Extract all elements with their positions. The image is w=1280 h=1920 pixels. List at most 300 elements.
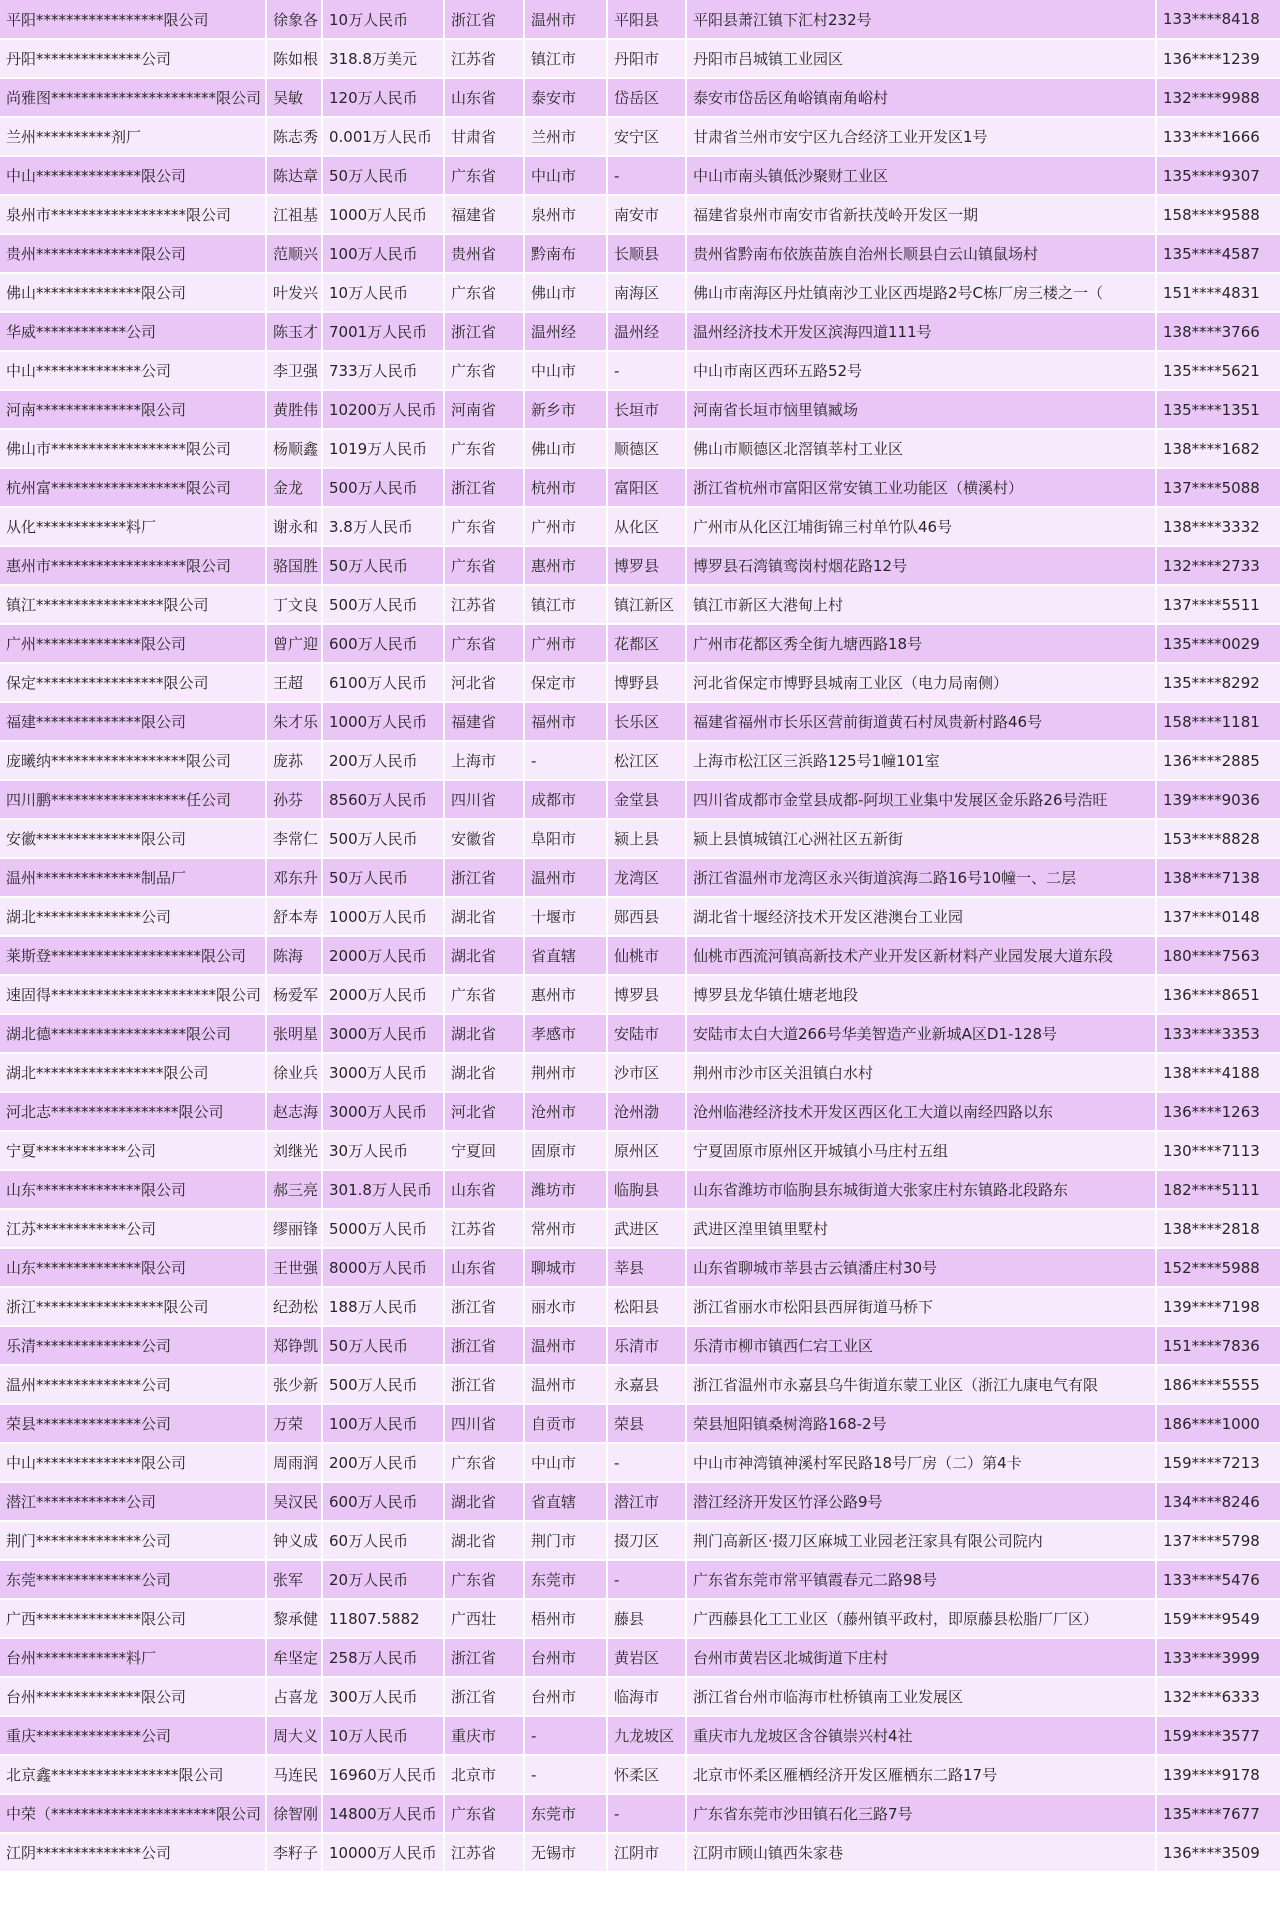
address-cell: 安陆市太白大道266号华美智造产业新城A区D1-128号 [686,1014,1156,1053]
company-name-cell: 泉州市******************限公司 [0,195,266,234]
province-cell: 广东省 [444,273,524,312]
province-cell: 浙江省 [444,858,524,897]
province-cell: 河南省 [444,390,524,429]
registered-capital-cell: 600万人民币 [322,1482,444,1521]
phone-cell: 135****4587 [1156,234,1280,273]
table-row [0,1677,1280,1716]
company-name-cell: 乐清**************公司 [0,1326,266,1365]
province-cell: 湖北省 [444,1482,524,1521]
company-name-cell: 山东**************限公司 [0,1248,266,1287]
address-cell: 中山市南区西环五路52号 [686,351,1156,390]
phone-cell: 137****5511 [1156,585,1280,624]
city-cell: 广州市 [524,507,607,546]
district-cell: 沧州渤 [607,1092,686,1131]
contact-name-cell: 刘继光 [266,1131,322,1170]
city-cell: 惠州市 [524,975,607,1014]
city-cell: 泉州市 [524,195,607,234]
table-row [0,1482,1280,1521]
company-name-cell: 湖北*****************限公司 [0,1053,266,1092]
phone-cell: 151****4831 [1156,273,1280,312]
address-cell: 宁夏固原市原州区开城镇小马庄村五组 [686,1131,1156,1170]
address-cell: 甘肃省兰州市安宁区九合经济工业开发区1号 [686,117,1156,156]
phone-cell: 132****6333 [1156,1677,1280,1716]
contact-name-cell: 江祖基 [266,195,322,234]
address-cell: 潜江经济开发区竹泽公路9号 [686,1482,1156,1521]
company-name-cell: 广州**************限公司 [0,624,266,663]
address-cell: 江阴市顾山镇西朱家巷 [686,1833,1156,1872]
city-cell: 镇江市 [524,39,607,78]
district-cell: 乐清市 [607,1326,686,1365]
district-cell: 金堂县 [607,780,686,819]
table-row [0,117,1280,156]
address-cell: 广东省东莞市常平镇霞春元二路98号 [686,1560,1156,1599]
address-cell: 温州经济技术开发区滨海四道111号 [686,312,1156,351]
phone-cell: 158****9588 [1156,195,1280,234]
phone-cell: 158****1181 [1156,702,1280,741]
company-name-cell: 惠州市******************限公司 [0,546,266,585]
district-cell: 掇刀区 [607,1521,686,1560]
city-cell: 温州市 [524,0,607,39]
contact-name-cell: 杨顺鑫 [266,429,322,468]
address-cell: 浙江省温州市龙湾区永兴街道滨海二路16号10幢一、二层 [686,858,1156,897]
district-cell: 镇江新区 [607,585,686,624]
contact-name-cell: 张军 [266,1560,322,1599]
contact-name-cell: 周大义 [266,1716,322,1755]
phone-cell: 133****8418 [1156,0,1280,39]
district-cell: 莘县 [607,1248,686,1287]
registered-capital-cell: 120万人民币 [322,78,444,117]
table-row [0,741,1280,780]
address-cell: 荣县旭阳镇桑树湾路168-2号 [686,1404,1156,1443]
city-cell: 镇江市 [524,585,607,624]
company-name-cell: 台州************料厂 [0,1638,266,1677]
city-cell: - [524,1755,607,1794]
phone-cell: 153****8828 [1156,819,1280,858]
registered-capital-cell: 8560万人民币 [322,780,444,819]
city-cell: 泰安市 [524,78,607,117]
city-cell: 阜阳市 [524,819,607,858]
city-cell: 十堰市 [524,897,607,936]
city-cell: 东莞市 [524,1794,607,1833]
district-cell: 从化区 [607,507,686,546]
contact-name-cell: 朱才乐 [266,702,322,741]
phone-cell: 135****8292 [1156,663,1280,702]
company-name-cell: 丹阳**************公司 [0,39,266,78]
table-row [0,1287,1280,1326]
district-cell: 南海区 [607,273,686,312]
district-cell: 安陆市 [607,1014,686,1053]
registered-capital-cell: 50万人民币 [322,546,444,585]
company-name-cell: 贵州**************限公司 [0,234,266,273]
address-cell: 泰安市岱岳区角峪镇南角峪村 [686,78,1156,117]
district-cell: 博野县 [607,663,686,702]
city-cell: 温州经 [524,312,607,351]
province-cell: 湖北省 [444,1053,524,1092]
phone-cell: 186****1000 [1156,1404,1280,1443]
registered-capital-cell: 5000万人民币 [322,1209,444,1248]
province-cell: 广东省 [444,1443,524,1482]
registered-capital-cell: 3.8万人民币 [322,507,444,546]
company-name-cell: 庞曦纳******************限公司 [0,741,266,780]
city-cell: 佛山市 [524,429,607,468]
table-row [0,1443,1280,1482]
city-cell: 台州市 [524,1677,607,1716]
table-row [0,624,1280,663]
company-name-cell: 江阴**************公司 [0,1833,266,1872]
city-cell: 孝感市 [524,1014,607,1053]
company-name-cell: 安徽**************限公司 [0,819,266,858]
registered-capital-cell: 500万人民币 [322,1365,444,1404]
phone-cell: 133****1666 [1156,117,1280,156]
province-cell: 广东省 [444,546,524,585]
company-name-cell: 杭州富******************限公司 [0,468,266,507]
district-cell: 九龙坡区 [607,1716,686,1755]
table-row [0,819,1280,858]
phone-cell: 138****7138 [1156,858,1280,897]
phone-cell: 132****2733 [1156,546,1280,585]
province-cell: 宁夏回 [444,1131,524,1170]
address-cell: 重庆市九龙坡区含谷镇崇兴村4社 [686,1716,1156,1755]
phone-cell: 138****3332 [1156,507,1280,546]
table-row [0,1365,1280,1404]
phone-cell: 135****1351 [1156,390,1280,429]
contact-name-cell: 张少新 [266,1365,322,1404]
registered-capital-cell: 50万人民币 [322,1326,444,1365]
address-cell: 博罗县龙华镇仕塘老地段 [686,975,1156,1014]
contact-name-cell: 牟坚定 [266,1638,322,1677]
registered-capital-cell: 2000万人民币 [322,936,444,975]
registered-capital-cell: 188万人民币 [322,1287,444,1326]
address-cell: 乐清市柳市镇西仁宕工业区 [686,1326,1156,1365]
registered-capital-cell: 500万人民币 [322,468,444,507]
province-cell: 广东省 [444,975,524,1014]
address-cell: 湖北省十堰经济技术开发区港澳台工业园 [686,897,1156,936]
district-cell: 永嘉县 [607,1365,686,1404]
phone-cell: 159****7213 [1156,1443,1280,1482]
address-cell: 福建省泉州市南安市省新扶茂岭开发区一期 [686,195,1156,234]
contact-name-cell: 谢永和 [266,507,322,546]
phone-cell: 136****3509 [1156,1833,1280,1872]
city-cell: 自贡市 [524,1404,607,1443]
company-name-cell: 潜江************公司 [0,1482,266,1521]
district-cell: 潜江市 [607,1482,686,1521]
registered-capital-cell: 300万人民币 [322,1677,444,1716]
province-cell: 江苏省 [444,39,524,78]
contact-name-cell: 叶发兴 [266,273,322,312]
contact-name-cell: 王世强 [266,1248,322,1287]
phone-cell: 133****5476 [1156,1560,1280,1599]
district-cell: 荣县 [607,1404,686,1443]
table-row [0,273,1280,312]
district-cell: 武进区 [607,1209,686,1248]
registered-capital-cell: 11807.5882 [322,1599,444,1638]
registered-capital-cell: 2000万人民币 [322,975,444,1014]
company-name-cell: 华威************公司 [0,312,266,351]
phone-cell: 136****2885 [1156,741,1280,780]
company-name-cell: 平阳*****************限公司 [0,0,266,39]
contact-name-cell: 张明星 [266,1014,322,1053]
phone-cell: 152****5988 [1156,1248,1280,1287]
contact-name-cell: 吴汉民 [266,1482,322,1521]
city-cell: 广州市 [524,624,607,663]
table-row [0,1404,1280,1443]
district-cell: 郧西县 [607,897,686,936]
province-cell: 江苏省 [444,585,524,624]
contact-name-cell: 徐象各 [266,0,322,39]
table-row [0,1209,1280,1248]
company-name-cell: 中山**************公司 [0,351,266,390]
city-cell: 无锡市 [524,1833,607,1872]
table-row [0,1638,1280,1677]
registered-capital-cell: 1000万人民币 [322,702,444,741]
province-cell: 福建省 [444,702,524,741]
city-cell: 丽水市 [524,1287,607,1326]
company-name-cell: 尚雅图**********************限公司 [0,78,266,117]
table-row [0,1170,1280,1209]
table-row [0,546,1280,585]
address-cell: 福建省福州市长乐区营前街道黄石村凤贵新村路46号 [686,702,1156,741]
company-name-cell: 山东**************限公司 [0,1170,266,1209]
registered-capital-cell: 3000万人民币 [322,1053,444,1092]
city-cell: 杭州市 [524,468,607,507]
phone-cell: 139****9178 [1156,1755,1280,1794]
company-name-cell: 温州**************制品厂 [0,858,266,897]
city-cell: 温州市 [524,1365,607,1404]
address-cell: 山东省潍坊市临朐县东城街道大张家庄村东镇路北段路东 [686,1170,1156,1209]
address-cell: 河南省长垣市恼里镇臧场 [686,390,1156,429]
district-cell: 南安市 [607,195,686,234]
city-cell: 台州市 [524,1638,607,1677]
phone-cell: 138****4188 [1156,1053,1280,1092]
city-cell: 黔南布 [524,234,607,273]
province-cell: 山东省 [444,78,524,117]
phone-cell: 132****9988 [1156,78,1280,117]
phone-cell: 137****0148 [1156,897,1280,936]
contact-name-cell: 金龙 [266,468,322,507]
address-cell: 沧州临港经济技术开发区西区化工大道以南经四路以东 [686,1092,1156,1131]
contact-name-cell: 赵志海 [266,1092,322,1131]
city-cell: 省直辖 [524,1482,607,1521]
contact-name-cell: 钟义成 [266,1521,322,1560]
district-cell: - [607,1794,686,1833]
table-row [0,0,1280,39]
phone-cell: 135****5621 [1156,351,1280,390]
table-row [0,1599,1280,1638]
registered-capital-cell: 258万人民币 [322,1638,444,1677]
registered-capital-cell: 10万人民币 [322,1716,444,1755]
registered-capital-cell: 200万人民币 [322,741,444,780]
table-row [0,156,1280,195]
table-row [0,429,1280,468]
province-cell: 湖北省 [444,1014,524,1053]
company-name-cell: 重庆**************公司 [0,1716,266,1755]
registered-capital-cell: 100万人民币 [322,234,444,273]
phone-cell: 133****3999 [1156,1638,1280,1677]
contact-name-cell: 黄胜伟 [266,390,322,429]
province-cell: 贵州省 [444,234,524,273]
contact-name-cell: 陈达章 [266,156,322,195]
province-cell: 福建省 [444,195,524,234]
registered-capital-cell: 200万人民币 [322,1443,444,1482]
company-name-cell: 佛山市******************限公司 [0,429,266,468]
contact-name-cell: 骆国胜 [266,546,322,585]
district-cell: - [607,351,686,390]
contact-name-cell: 李卫强 [266,351,322,390]
table-row [0,936,1280,975]
contact-name-cell: 徐智刚 [266,1794,322,1833]
phone-cell: 135****0029 [1156,624,1280,663]
address-cell: 颍上县慎城镇江心洲社区五新街 [686,819,1156,858]
city-cell: 温州市 [524,1326,607,1365]
registered-capital-cell: 3000万人民币 [322,1014,444,1053]
address-cell: 广州市从化区江埔街锦三村单竹队46号 [686,507,1156,546]
address-cell: 武进区湟里镇里墅村 [686,1209,1156,1248]
registered-capital-cell: 20万人民币 [322,1560,444,1599]
phone-cell: 137****5088 [1156,468,1280,507]
address-cell: 平阳县萧江镇下汇村232号 [686,0,1156,39]
table-row [0,585,1280,624]
phone-cell: 133****3353 [1156,1014,1280,1053]
province-cell: 四川省 [444,1404,524,1443]
city-cell: 沧州市 [524,1092,607,1131]
city-cell: 中山市 [524,156,607,195]
address-cell: 浙江省温州市永嘉县乌牛街道东蒙工业区（浙江九康电气有限 [686,1365,1156,1404]
contact-name-cell: 孙芬 [266,780,322,819]
province-cell: 浙江省 [444,1287,524,1326]
registered-capital-cell: 1000万人民币 [322,897,444,936]
phone-cell: 151****7836 [1156,1326,1280,1365]
phone-cell: 138****1682 [1156,429,1280,468]
district-cell: 临朐县 [607,1170,686,1209]
province-cell: 浙江省 [444,1638,524,1677]
province-cell: 广东省 [444,1794,524,1833]
phone-cell: 180****7563 [1156,936,1280,975]
province-cell: 山东省 [444,1170,524,1209]
province-cell: 广东省 [444,1560,524,1599]
registered-capital-cell: 10000万人民币 [322,1833,444,1872]
city-cell: 新乡市 [524,390,607,429]
table-row [0,1248,1280,1287]
city-cell: 梧州市 [524,1599,607,1638]
province-cell: 湖北省 [444,936,524,975]
address-cell: 镇江市新区大港甸上村 [686,585,1156,624]
company-name-cell: 荣县**************公司 [0,1404,266,1443]
table-row [0,1833,1280,1872]
company-name-cell: 河北志*****************限公司 [0,1092,266,1131]
company-name-cell: 浙江*****************限公司 [0,1287,266,1326]
company-name-cell: 湖北**************公司 [0,897,266,936]
table-row [0,858,1280,897]
city-cell: 兰州市 [524,117,607,156]
table-row [0,1716,1280,1755]
contact-name-cell: 杨爱军 [266,975,322,1014]
table-row [0,1326,1280,1365]
contact-name-cell: 纪劲松 [266,1287,322,1326]
contact-name-cell: 丁文良 [266,585,322,624]
address-cell: 上海市松江区三浜路125号1幢101室 [686,741,1156,780]
contact-name-cell: 陈玉才 [266,312,322,351]
city-cell: 省直辖 [524,936,607,975]
registered-capital-cell: 30万人民币 [322,1131,444,1170]
contact-name-cell: 万荣 [266,1404,322,1443]
company-name-cell: 北京鑫*****************限公司 [0,1755,266,1794]
district-cell: 黄岩区 [607,1638,686,1677]
company-name-cell: 兰州**********剂厂 [0,117,266,156]
province-cell: 广东省 [444,624,524,663]
phone-cell: 136****1263 [1156,1092,1280,1131]
table-row [0,780,1280,819]
city-cell: 保定市 [524,663,607,702]
company-name-cell: 中荣（**********************限公司 [0,1794,266,1833]
contact-name-cell: 邓东升 [266,858,322,897]
district-cell: 丹阳市 [607,39,686,78]
contact-name-cell: 陈海 [266,936,322,975]
table-row [0,468,1280,507]
address-cell: 四川省成都市金堂县成都-阿坝工业集中发展区金乐路26号浩旺 [686,780,1156,819]
table-row [0,312,1280,351]
phone-cell: 135****7677 [1156,1794,1280,1833]
district-cell: 顺德区 [607,429,686,468]
city-cell: 聊城市 [524,1248,607,1287]
district-cell: - [607,1560,686,1599]
phone-cell: 135****9307 [1156,156,1280,195]
province-cell: 浙江省 [444,1365,524,1404]
city-cell: 荆州市 [524,1053,607,1092]
address-cell: 台州市黄岩区北城街道下庄村 [686,1638,1156,1677]
contact-name-cell: 郑铮凯 [266,1326,322,1365]
district-cell: 岱岳区 [607,78,686,117]
company-name-cell: 河南**************限公司 [0,390,266,429]
contact-name-cell: 范顺兴 [266,234,322,273]
company-name-cell: 东莞**************公司 [0,1560,266,1599]
registered-capital-cell: 14800万人民币 [322,1794,444,1833]
district-cell: 花都区 [607,624,686,663]
contact-name-cell: 陈志秀 [266,117,322,156]
phone-cell: 134****8246 [1156,1482,1280,1521]
address-cell: 广州市花都区秀全街九塘西路18号 [686,624,1156,663]
registered-capital-cell: 10万人民币 [322,273,444,312]
registered-capital-cell: 7001万人民币 [322,312,444,351]
district-cell: 仙桃市 [607,936,686,975]
city-cell: - [524,1716,607,1755]
city-cell: 东莞市 [524,1560,607,1599]
district-cell: 长乐区 [607,702,686,741]
table-row [0,1131,1280,1170]
phone-cell: 139****7198 [1156,1287,1280,1326]
district-cell: 博罗县 [607,546,686,585]
company-name-cell: 从化************料厂 [0,507,266,546]
city-cell: 福州市 [524,702,607,741]
registered-capital-cell: 16960万人民币 [322,1755,444,1794]
registered-capital-cell: 10200万人民币 [322,390,444,429]
address-cell: 浙江省台州市临海市杜桥镇南工业发展区 [686,1677,1156,1716]
address-cell: 贵州省黔南布依族苗族自治州长顺县白云山镇鼠场村 [686,234,1156,273]
district-cell: 长垣市 [607,390,686,429]
city-cell: 荆门市 [524,1521,607,1560]
district-cell: 江阴市 [607,1833,686,1872]
province-cell: 浙江省 [444,1326,524,1365]
city-cell: 中山市 [524,351,607,390]
address-cell: 广东省东莞市沙田镇石化三路7号 [686,1794,1156,1833]
district-cell: 龙湾区 [607,858,686,897]
contact-name-cell: 占喜龙 [266,1677,322,1716]
company-name-cell: 江苏************公司 [0,1209,266,1248]
phone-cell: 136****8651 [1156,975,1280,1014]
district-cell: 沙市区 [607,1053,686,1092]
district-cell: 温州经 [607,312,686,351]
table-row [0,1092,1280,1131]
table-row [0,507,1280,546]
